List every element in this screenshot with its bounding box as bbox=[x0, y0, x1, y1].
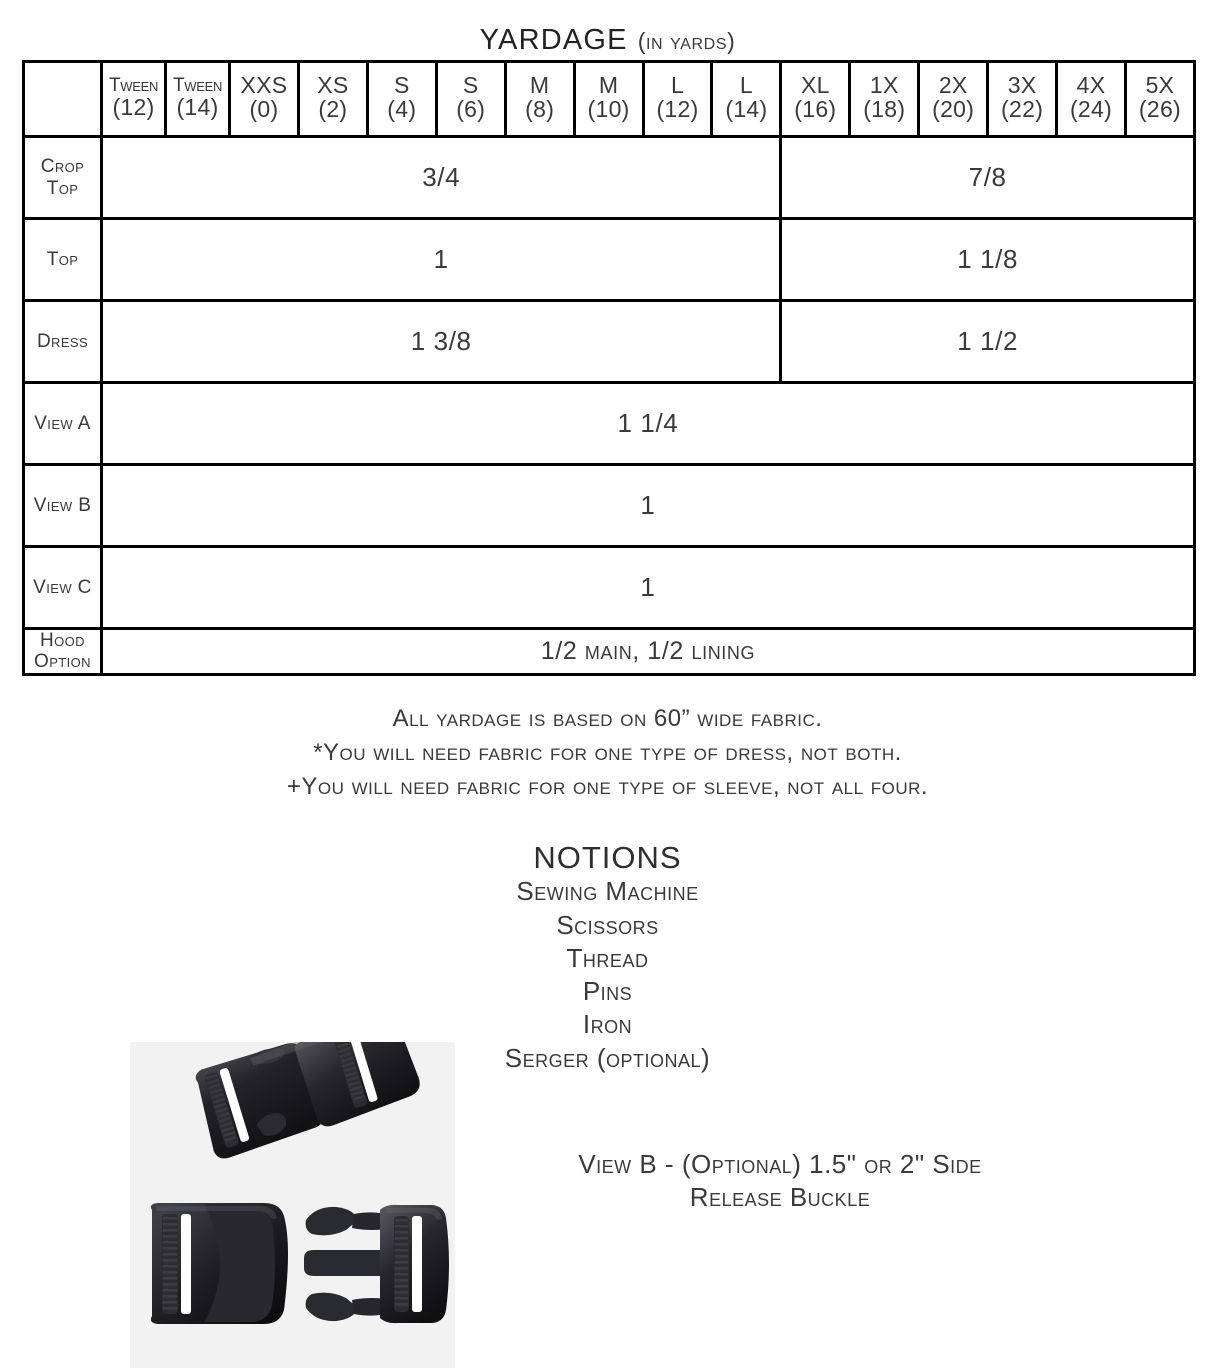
column-header-l-12 bbox=[643, 62, 712, 137]
column-header-size: (24) bbox=[1069, 96, 1113, 122]
notions-heading: NOTIONS bbox=[533, 840, 682, 875]
footnote-dress-type: *You will need fabric for one type of dress, not both. bbox=[313, 739, 902, 767]
row-label-dress bbox=[24, 301, 102, 383]
column-header-label: Tween bbox=[172, 75, 223, 97]
column-header-4x-24 bbox=[1057, 62, 1126, 137]
row-label-crop-top bbox=[24, 137, 102, 219]
row-label-line: Hood bbox=[40, 630, 85, 651]
buckle-note bbox=[460, 1148, 1100, 1215]
page-title bbox=[0, 24, 1215, 57]
column-header-label: S bbox=[462, 72, 479, 99]
yardage-footnotes bbox=[0, 702, 1215, 804]
column-header-size: (4) bbox=[387, 96, 417, 122]
buckle-note-line-1: View B - (Optional) 1.5" or 2" Side bbox=[578, 1149, 982, 1179]
footnote-sleeve-type: +You will need fabric for one type of sleeve, not all four. bbox=[286, 773, 929, 801]
column-header-label: 2X bbox=[938, 72, 968, 99]
yardage-value-all-sizes: 1 bbox=[102, 547, 1195, 629]
buckle-male-prong bbox=[304, 1205, 449, 1323]
column-header-size: (10) bbox=[587, 96, 630, 122]
row-label-view-a bbox=[24, 383, 102, 465]
column-header-size: (0) bbox=[249, 96, 279, 122]
row-label-line: Top bbox=[46, 248, 79, 270]
column-header-size: (16) bbox=[794, 96, 837, 122]
notions-item: Serger (optional) bbox=[504, 1042, 711, 1073]
column-header-label: 3X bbox=[1007, 72, 1037, 99]
column-header-xl-16 bbox=[781, 62, 850, 137]
column-header-size: (8) bbox=[525, 96, 555, 122]
table-row bbox=[24, 137, 1195, 219]
footnote-fabric-width: All yardage is based on 60” wide fabric. bbox=[392, 705, 823, 732]
column-header-label: M bbox=[598, 72, 619, 99]
column-header-size: (12) bbox=[656, 96, 699, 122]
row-label-line: Dress bbox=[36, 330, 89, 352]
row-label-line: Option bbox=[34, 651, 91, 673]
buckle-female-housing bbox=[151, 1203, 288, 1324]
column-header-label: M bbox=[529, 72, 550, 99]
column-header-label: XS bbox=[317, 72, 349, 99]
row-label-hood-option bbox=[24, 629, 102, 675]
notions-item: Iron bbox=[582, 1009, 633, 1040]
column-header-size: (20) bbox=[932, 96, 975, 122]
yardage-value-small-sizes: 1 3/8 bbox=[102, 301, 781, 383]
buckle-illustration bbox=[130, 1042, 455, 1368]
column-header-l-14 bbox=[712, 62, 781, 137]
column-header-label: L bbox=[739, 72, 753, 99]
title-subtitle: (in yards) bbox=[637, 28, 736, 54]
column-header-m-8 bbox=[505, 62, 574, 137]
table-row bbox=[24, 383, 1195, 465]
row-label-line: View C bbox=[33, 576, 92, 598]
column-header-label: S bbox=[393, 72, 410, 99]
row-label-top bbox=[24, 219, 102, 301]
row-label-view-c bbox=[24, 547, 102, 629]
notions-item: Sewing Machine bbox=[516, 876, 699, 907]
column-header-m-10 bbox=[574, 62, 643, 137]
column-header-size: (2) bbox=[318, 96, 348, 122]
column-header-size: (14) bbox=[725, 96, 768, 122]
column-header-label: 4X bbox=[1076, 72, 1106, 99]
yardage-value-small-sizes: 3/4 bbox=[102, 137, 781, 219]
table-row bbox=[24, 219, 1195, 301]
column-header-label: XL bbox=[800, 72, 830, 99]
notions-item: Scissors bbox=[556, 909, 659, 940]
column-header-size: (14) bbox=[176, 93, 219, 120]
side-release-buckle-photo bbox=[130, 1042, 455, 1368]
column-header-label: Tween bbox=[108, 75, 159, 97]
column-header-size: (22) bbox=[1001, 96, 1044, 122]
row-label-line: View A bbox=[34, 412, 91, 434]
column-header-label: L bbox=[670, 72, 685, 99]
row-label-line: View B bbox=[33, 494, 92, 516]
table-row bbox=[24, 547, 1195, 629]
table-row bbox=[24, 301, 1195, 383]
column-header-label: 1X bbox=[869, 72, 899, 99]
column-header-xxs-0 bbox=[230, 62, 299, 137]
notions-section bbox=[0, 840, 1215, 1075]
column-header-s-6 bbox=[436, 62, 505, 137]
buckle-note-line-2: Release Buckle bbox=[689, 1182, 871, 1213]
table-row bbox=[24, 629, 1195, 675]
row-label-view-b bbox=[24, 465, 102, 547]
title-main: YARDAGE bbox=[479, 24, 628, 56]
column-header-size: (18) bbox=[863, 96, 906, 122]
yardage-value-large-sizes: 7/8 bbox=[781, 137, 1195, 219]
column-header-5x-26 bbox=[1125, 62, 1194, 137]
yardage-value-all-sizes: 1/2 main, 1/2 lining bbox=[102, 629, 1195, 675]
yardage-value-all-sizes: 1 1/4 bbox=[102, 383, 1195, 465]
row-label-line: Top bbox=[46, 177, 79, 199]
column-header-tween-14 bbox=[166, 62, 230, 137]
yardage-table bbox=[22, 60, 1196, 676]
column-header-tween-12 bbox=[102, 62, 166, 137]
column-header-size: (26) bbox=[1138, 96, 1181, 122]
table-corner-cell bbox=[24, 62, 102, 137]
table-row bbox=[24, 465, 1195, 547]
row-label-line: Crop bbox=[40, 156, 85, 178]
table-header-row bbox=[24, 62, 1195, 137]
column-header-3x-22 bbox=[988, 62, 1057, 137]
column-header-size: (12) bbox=[112, 93, 155, 120]
notions-item: Thread bbox=[566, 942, 649, 973]
yardage-value-large-sizes: 1 1/2 bbox=[781, 301, 1195, 383]
column-header-label: 5X bbox=[1145, 72, 1175, 99]
yardage-value-small-sizes: 1 bbox=[102, 219, 781, 301]
column-header-xs-2 bbox=[298, 62, 367, 137]
column-header-size: (6) bbox=[456, 96, 486, 122]
yardage-value-all-sizes: 1 bbox=[102, 465, 1195, 547]
column-header-2x-20 bbox=[919, 62, 988, 137]
yardage-value-large-sizes: 1 1/8 bbox=[781, 219, 1195, 301]
column-header-label: XXS bbox=[240, 72, 288, 99]
column-header-1x-18 bbox=[850, 62, 919, 137]
column-header-s-4 bbox=[367, 62, 436, 137]
notions-item: Pins bbox=[582, 976, 633, 1007]
